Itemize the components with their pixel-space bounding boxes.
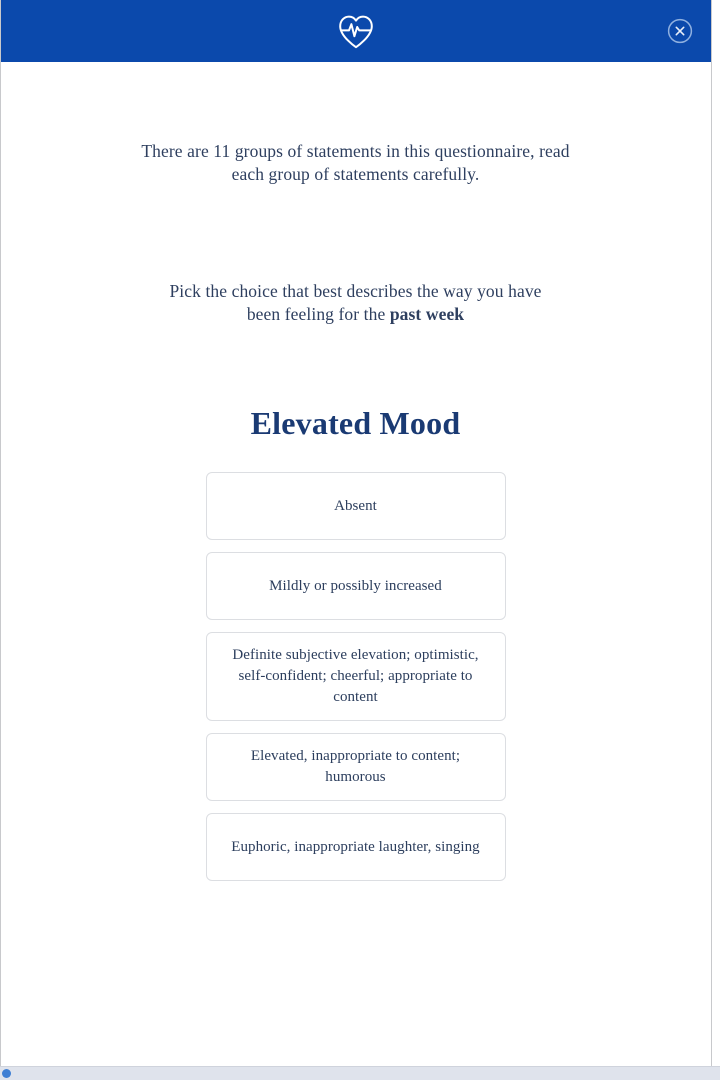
answer-option-label: Absent bbox=[334, 497, 377, 514]
answer-option-2[interactable] bbox=[206, 632, 506, 721]
answer-option-label: Mildly or possibly increased bbox=[269, 577, 442, 594]
bottom-spacer bbox=[24, 893, 687, 1053]
answer-option-4[interactable] bbox=[206, 813, 506, 881]
horizontal-scrollbar[interactable] bbox=[0, 1066, 720, 1080]
answer-option-label: Euphoric, inappropriate laughter, singing bbox=[231, 838, 480, 855]
heart-pulse-icon bbox=[334, 11, 378, 51]
answer-option-3[interactable] bbox=[206, 733, 506, 801]
timeframe-emphasis: past week bbox=[389, 303, 465, 324]
intro-block bbox=[24, 62, 687, 187]
timeframe-block bbox=[24, 187, 687, 327]
page-title: Elevated Mood bbox=[250, 405, 461, 442]
close-circle-icon bbox=[667, 18, 693, 44]
timeframe-text bbox=[156, 280, 556, 327]
answer-option-0[interactable] bbox=[206, 472, 506, 540]
answer-options-list bbox=[206, 442, 506, 881]
answer-option-1[interactable] bbox=[206, 552, 506, 620]
page-edge-right bbox=[711, 0, 712, 1080]
content-scroll-area[interactable] bbox=[0, 62, 711, 1080]
scrollbar-thumb[interactable] bbox=[2, 1069, 11, 1078]
app-header bbox=[0, 0, 711, 62]
answer-option-label: Elevated, inappropriate to content; humorous bbox=[250, 748, 461, 786]
answer-option-label: Definite subjective elevation; optimistic, self-confident; cheerful; appropriate to content bbox=[232, 647, 479, 706]
timeframe-prefix: Pick the choice that best describes the way you have been feeling for the bbox=[169, 280, 542, 324]
intro-text: There are 11 groups of statements in this questionnaire, read each group of statements carefully. bbox=[141, 141, 570, 185]
close-button[interactable] bbox=[666, 17, 694, 45]
